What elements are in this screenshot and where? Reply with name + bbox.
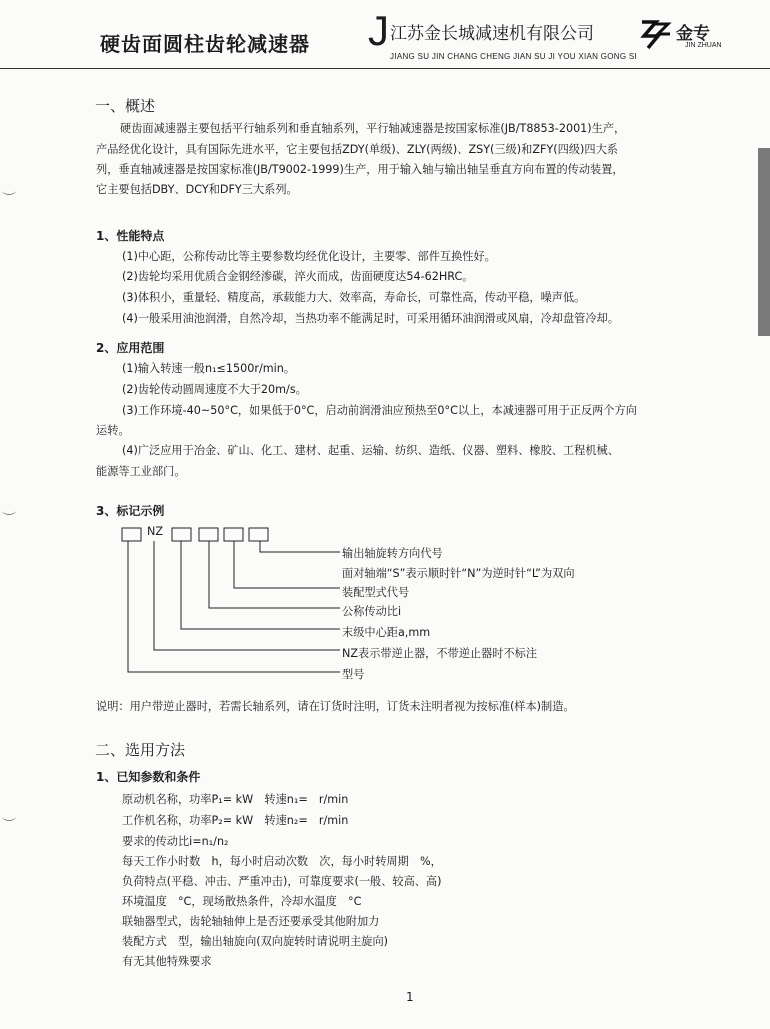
list-item-continued: 运转。 [96, 424, 130, 437]
brand-name-en: JIN ZHUAN [685, 42, 722, 49]
list-item: (2)齿轮传动圆周速度不大于20m/s。 [122, 383, 307, 396]
param-line: 要求的传动比i=n₁/n₂ [122, 835, 229, 848]
marking-diagram [118, 522, 358, 682]
param-line: 每天工作小时数 h，每小时启动次数 次，每小时转周期 %， [122, 855, 442, 868]
label-rotation-description: 面对轴端“S”表示顺时针“N”为逆时针“L”为双向 [342, 567, 575, 580]
param-line: 原动机名称，功率P₁= kW 转速n₁= r/min [122, 793, 349, 806]
note-text: 说明：用户带逆止器时，若需长轴系列，请在订货时注明，订货未注明者视为按标准(样本)制造。 [96, 700, 575, 713]
punch-mark [2, 506, 16, 515]
code-box-ratio [199, 528, 218, 541]
code-box-center-distance [172, 528, 191, 541]
company-initial: J [368, 7, 389, 54]
param-line: 有无其他特殊要求 [122, 955, 212, 968]
param-line: 联轴器型式，齿轮轴轴伸上是否还要承受其他附加力 [122, 915, 380, 928]
page-number: 1 [406, 990, 414, 1004]
subsection-heading-known-params: 1、已知参数和条件 [96, 770, 201, 784]
subsection-heading-performance: 1、性能特点 [96, 229, 165, 243]
paragraph-line: 产品经优化设计，具有国际先进水平，它主要包括ZDY(单级)、ZLY(两级)、ZSY(三级)和ZFY(四级)四大系 [96, 143, 618, 156]
label-backstop: NZ表示带逆止器，不带逆止器时不标注 [342, 647, 538, 660]
list-item: (4)广泛应用于冶金、矿山、化工、建材、起重、运输、纺织、造纸、仪器、塑料、橡胶、工程机械、 [122, 444, 619, 457]
side-index-tab [758, 148, 770, 336]
list-item: (3)工作环境-40~50°C，如果低于0°C，启动前润滑油应预热至0°C以上，本减速器可用于正反两个方向 [122, 404, 637, 417]
label-center-distance: 末级中心距a,mm [342, 626, 431, 639]
param-line: 装配方式 型，输出轴旋向(双向旋转时请说明主旋向) [122, 935, 389, 948]
list-item: (1)输入转速一般n₁≤1500r/min。 [122, 362, 296, 375]
company-name-en: JIANG SU JIN CHANG CHENG JIAN SU JI YOU XIAN GONG SI [390, 52, 638, 61]
paragraph-line: 列，垂直轴减速器是按国家标准(JB/T9002-1999)生产，用于输入轴与输出轴呈垂直方向布置的传动装置， [96, 163, 624, 176]
brand-name-cn: 金专 [676, 24, 710, 44]
param-line: 工作机名称，功率P₂= kW 转速n₂= r/min [122, 814, 349, 827]
punch-mark [2, 812, 16, 821]
paragraph-line: 它主要包括DBY、DCY和DFY三大系列。 [96, 183, 298, 196]
section-heading-overview: 一、概述 [95, 97, 156, 115]
label-rotation-code: 输出轴旋转方向代号 [342, 547, 443, 560]
label-ratio: 公称传动比i [342, 605, 402, 618]
code-box-rotation [249, 528, 268, 541]
code-box-assembly [224, 528, 243, 541]
header-divider [0, 68, 770, 69]
list-item-continued: 能源等工业部门。 [96, 465, 186, 478]
brand-logo-icon [636, 18, 672, 50]
section-heading-selection: 二、选用方法 [95, 741, 186, 759]
punch-mark [2, 186, 16, 195]
label-model: 型号 [342, 668, 365, 681]
param-line: 负荷特点(平稳、冲击、严重冲击)，可靠度要求(一般、较高、高) [122, 875, 442, 888]
list-item: (2)齿轮均采用优质合金钢经渗碳，淬火而成，齿面硬度达54-62HRC。 [122, 270, 474, 283]
label-assembly-code: 装配型式代号 [342, 586, 410, 599]
nz-code: NZ [147, 525, 164, 538]
company-name-cn: 江苏金长城减速机有限公司 [390, 24, 594, 44]
list-item: (3)体积小，重量轻、精度高，承载能力大、效率高，寿命长，可靠性高，传动平稳，噪声低。 [122, 291, 586, 304]
list-item: (4)一般采用油池润滑，自然冷却，当热功率不能满足时，可采用循环油润滑或风扇，冷却盘管冷却。 [122, 312, 619, 325]
subsection-heading-marking-example: 3、标记示例 [96, 504, 165, 518]
paragraph-line: 硬齿面减速器主要包括平行轴系列和垂直轴系列，平行轴减速器是按国家标准(JB/T8853-2001)生产， [120, 122, 626, 135]
list-item: (1)中心距，公称传动比等主要参数均经优化设计，主要零、部件互换性好。 [122, 250, 496, 263]
param-line: 环境温度 °C，现场散热条件，冷却水温度 °C [122, 895, 362, 908]
page-title: 硬齿面圆柱齿轮减速器 [100, 32, 310, 56]
code-box-model [122, 528, 141, 541]
subsection-heading-application: 2、应用范围 [96, 341, 165, 355]
